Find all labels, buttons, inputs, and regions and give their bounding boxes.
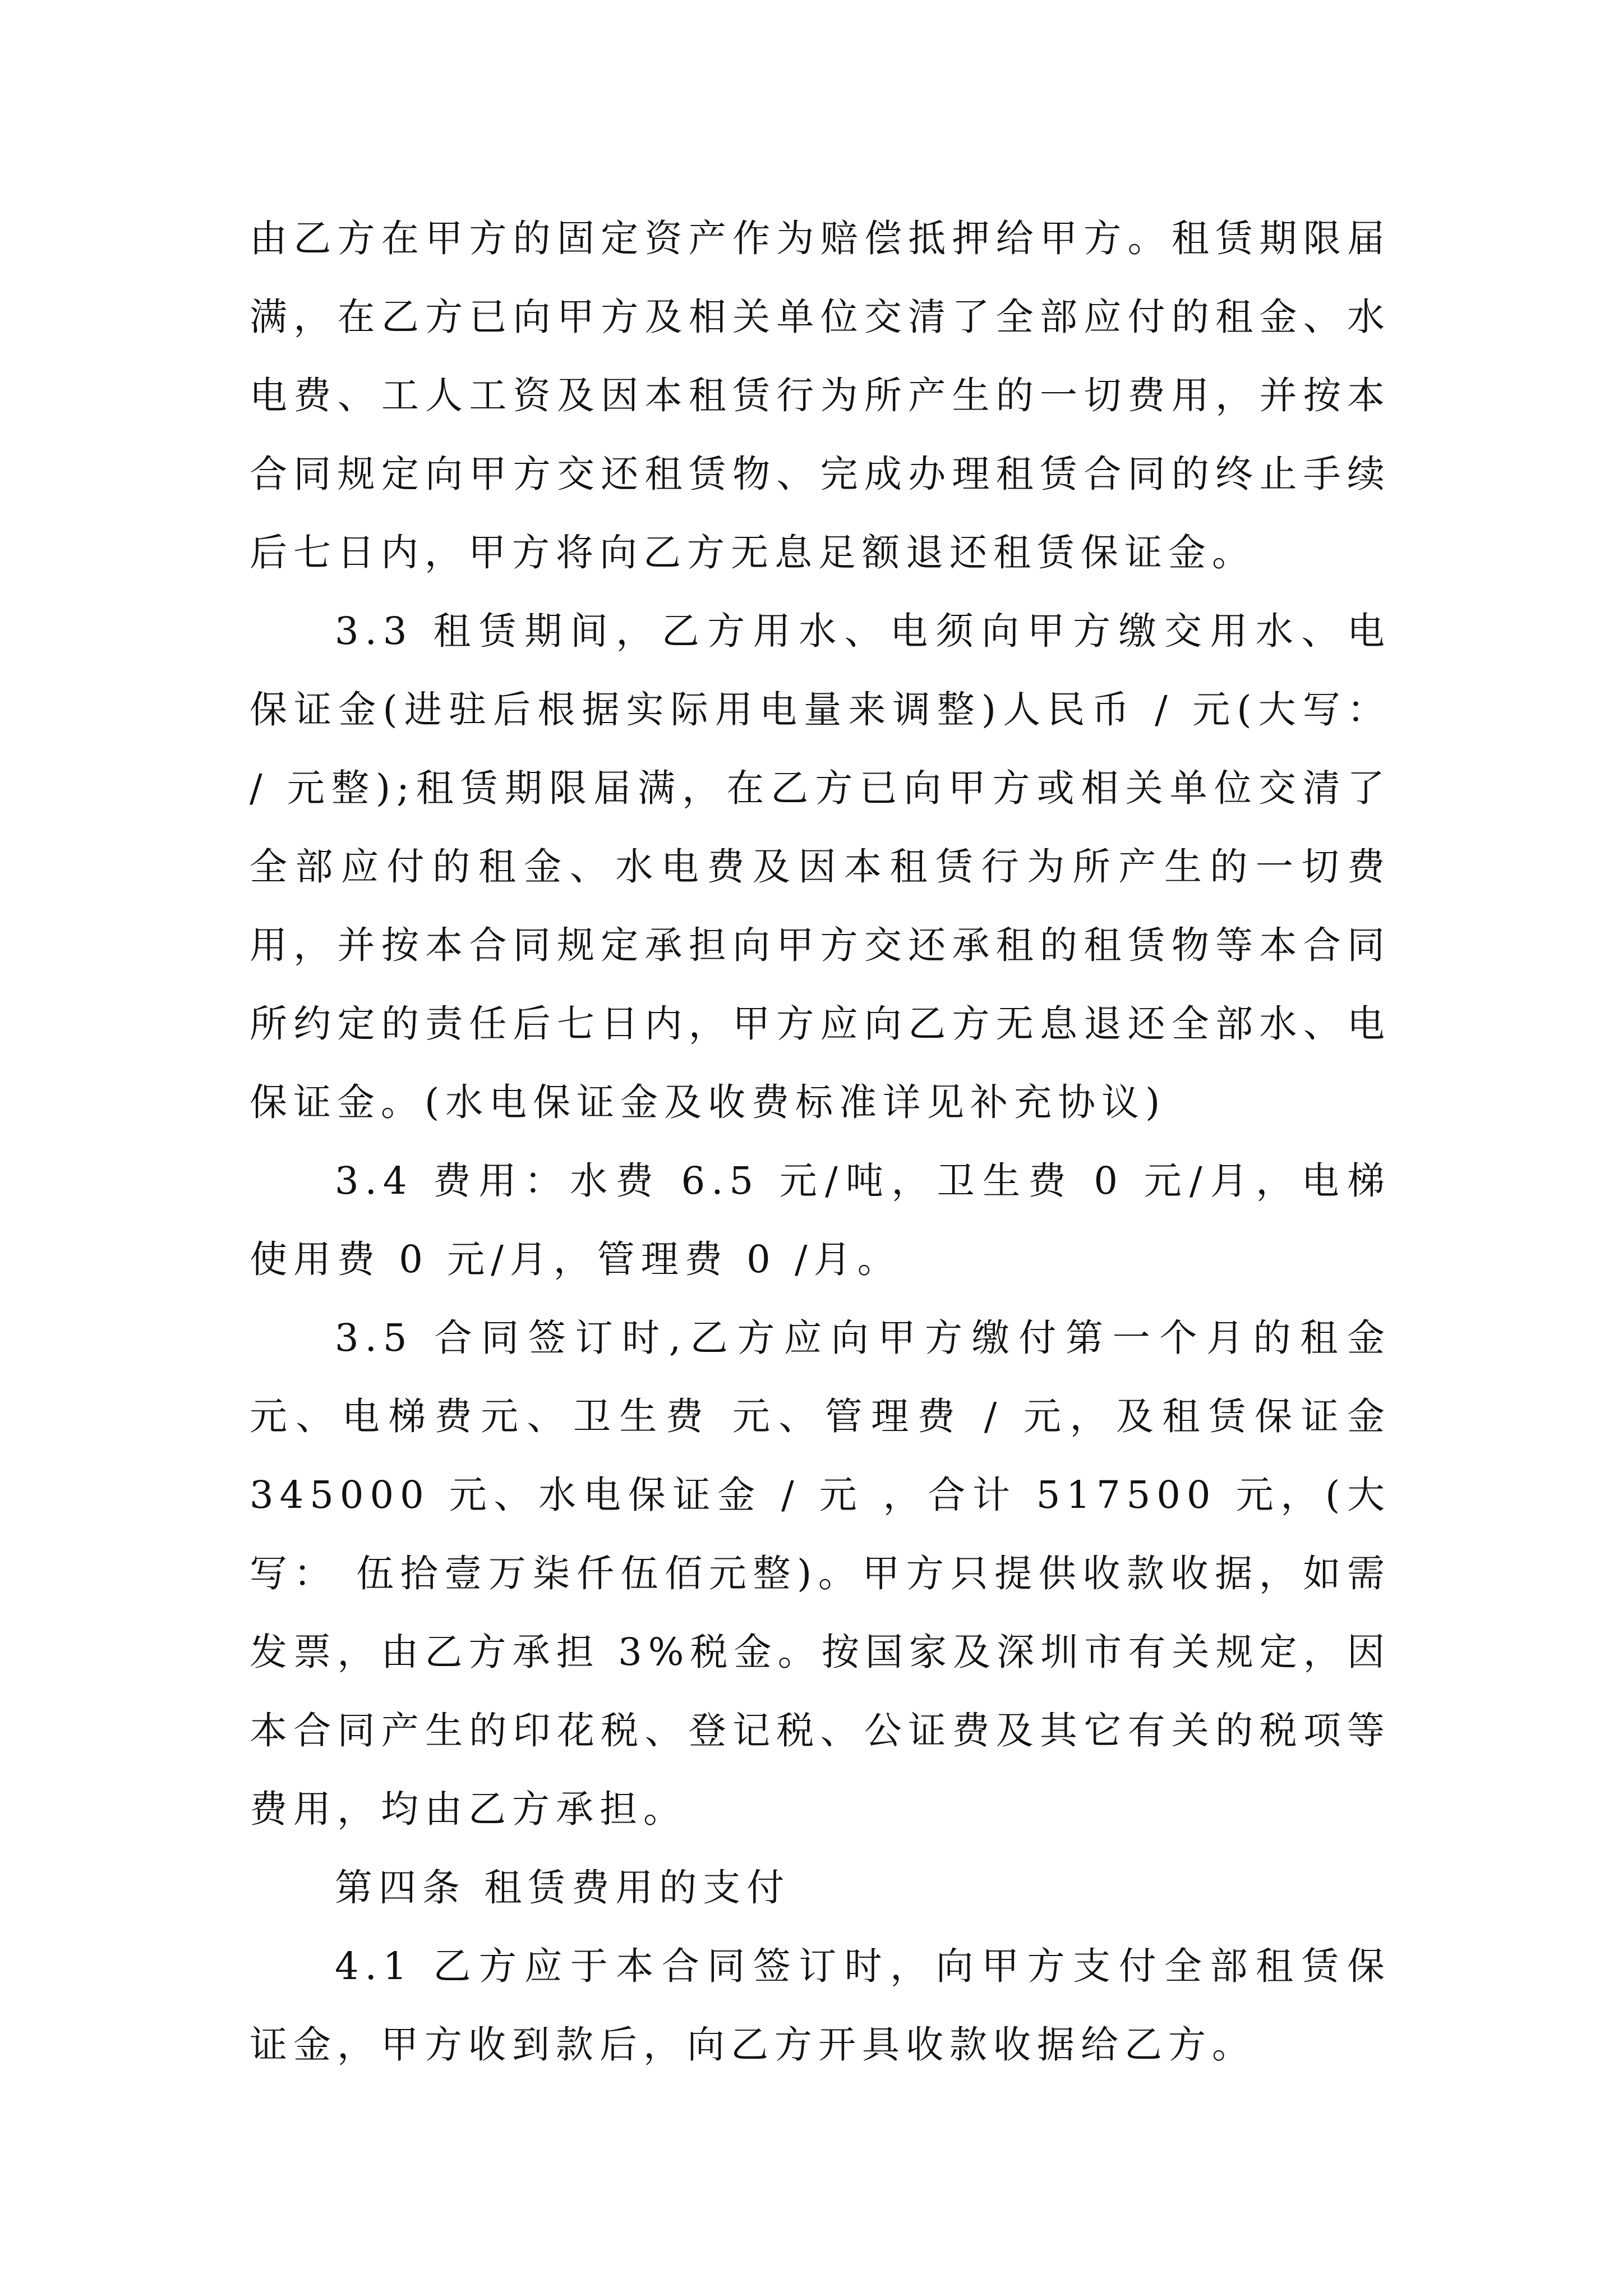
article-4-heading: 第四条 租赁费用的支付 xyxy=(335,1866,791,1910)
clause-3-4: 3.4 费用：水费 6.5 元/吨，卫生费 0 元/月，电梯使用费 0 元/月，管理费 0 /月。 xyxy=(250,1159,1391,1281)
paragraph-deposit-return: 由乙方在甲方的固定资产作为赔偿抵押给甲方。租赁期限届满，在乙方已向甲方及相关单位交清了全部应付的租金、水电费、工人工资及因本租赁行为所产生的一切费用，并按本合同规定向甲方交还租赁物、完成办理租赁合同的终止手续后七日内，甲方将向乙方无息足额退还租赁保证金。 xyxy=(250,217,1391,574)
clause-3-3: 3.3 租赁期间，乙方用水、电须向甲方缴交用水、电保证金(进驻后根据实际用电量来调整)人民币 / 元(大写： / 元整);租赁期限届满，在乙方已向甲方或相关单位交清了全部应付的租金、水电费及因本租赁行为所产生的一切费用，并按本合同规定承担向甲方交还承租的租赁物等本合同所约定的责任后七日内，甲方应向乙方无息退还全部水、电保证金。(水电保证金及收费标准详见补充协议) xyxy=(250,609,1391,1124)
clause-3-5: 3.5 合同签订时,乙方应向甲方缴付第一个月的租金元、电梯费元、卫生费 元、管理费 / 元，及租赁保证金 345000 元、水电保证金 / 元 ，合计 517500 元，(大写： 伍拾壹万柒仟伍佰元整)。甲方只提供收款收据，如需发票，由乙方承担 3%税金。按国家及深圳市有关规定，因本合同产生的印花税、登记税、公证费及其它有关的税项等费用，均由乙方承担。 xyxy=(250,1316,1391,1831)
document-body xyxy=(250,199,1391,2084)
clause-4-1: 4.1 乙方应于本合同签订时，向甲方支付全部租赁保证金，甲方收到款后，向乙方开具收款收据给乙方。 xyxy=(250,1944,1391,2067)
